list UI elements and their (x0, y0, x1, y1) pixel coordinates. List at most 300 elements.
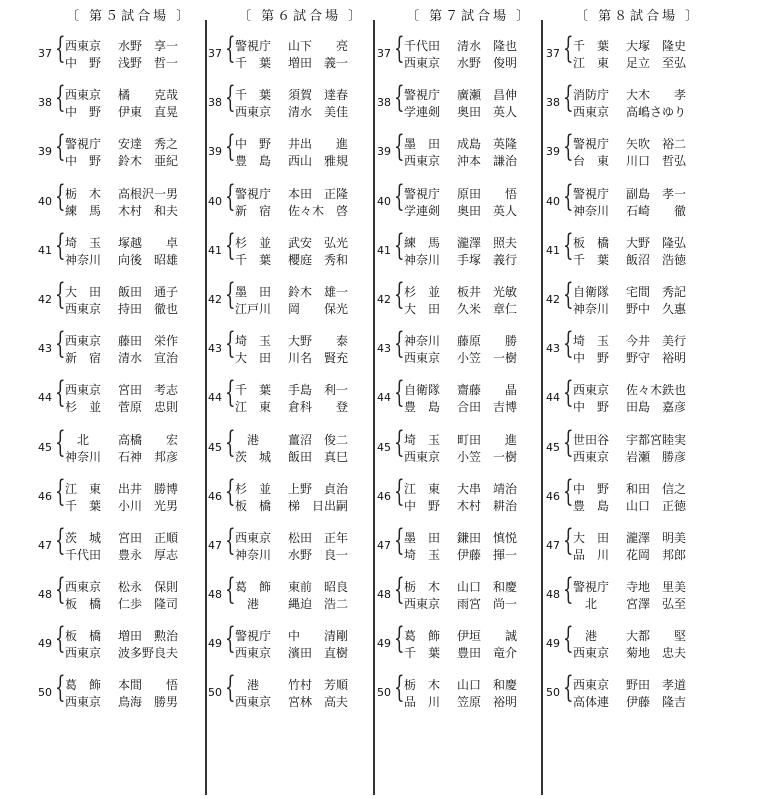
pairing-brace: { (563, 572, 574, 608)
competitor-bottom (235, 301, 366, 318)
player-name: 成島 英隆 (457, 137, 518, 152)
competitor-top (404, 628, 535, 645)
match-number: 48 (38, 588, 52, 602)
match-entry (546, 375, 701, 427)
player-name: 飯田 通子 (118, 284, 179, 299)
competitor-top (235, 186, 366, 203)
player-name: 本田 正隆 (288, 186, 349, 201)
player-name: 手島 利一 (288, 383, 349, 398)
match-number: 38 (38, 96, 52, 110)
team-name: 大 田 (65, 284, 102, 299)
match-number: 42 (208, 292, 222, 306)
match-entry (38, 178, 192, 231)
team-name: 墨 田 (235, 284, 272, 299)
match-entry (377, 522, 532, 575)
team-name: 高体連 (573, 695, 610, 710)
match-entry (38, 522, 192, 575)
match-entry (208, 522, 364, 575)
competitor-top (573, 530, 704, 547)
team-name: 西東京 (573, 105, 610, 120)
pairing-brace: { (563, 80, 574, 116)
match-number: 40 (208, 194, 222, 208)
pairing-brace: { (563, 227, 574, 263)
match-entry (38, 276, 192, 329)
team-name: 千 葉 (573, 252, 610, 267)
player-name: 大木 孝 (626, 88, 687, 103)
match-number: 37 (208, 47, 222, 60)
competitor-top (235, 481, 366, 498)
team-name: 板 橋 (65, 629, 102, 644)
pairing-brace: { (563, 129, 574, 165)
venue-column (546, 0, 701, 723)
player-name: 菊地 忠夫 (626, 646, 687, 661)
team-name: 千 葉 (235, 383, 272, 398)
pairing-brace: { (55, 473, 66, 509)
player-name: 佐々木 啓 (288, 203, 349, 218)
competitor-bottom (404, 547, 535, 564)
match-number: 45 (377, 440, 391, 454)
match-entry (546, 473, 701, 526)
team-name: 警視庁 (573, 186, 610, 201)
match-entry (38, 129, 192, 181)
team-name: 警視庁 (573, 580, 610, 595)
pairing-brace: { (394, 473, 405, 509)
match-number: 47 (38, 538, 52, 552)
player-name: 飯田 真巳 (288, 449, 349, 464)
match-number: 45 (38, 440, 52, 454)
pairing-brace: { (394, 129, 405, 165)
match-number: 47 (208, 538, 222, 552)
team-name: 葛 飾 (404, 629, 441, 644)
competitor-bottom (573, 153, 704, 170)
competitor-top (65, 284, 196, 301)
competitor-top (65, 382, 196, 399)
match-entry (377, 670, 532, 722)
player-name: 伊藤 揮一 (457, 547, 518, 562)
competitor-top (65, 235, 196, 252)
match-entry (377, 80, 532, 132)
player-name: 山口 和慶 (457, 678, 518, 693)
pairing-brace: { (225, 129, 236, 165)
player-name: 東前 昭良 (288, 580, 349, 595)
player-name: 水野 俊明 (457, 56, 518, 70)
player-name: 廣瀬 昌伸 (457, 88, 518, 103)
pairing-brace: { (563, 31, 574, 66)
competitor-top (235, 579, 366, 596)
competitor-bottom (573, 547, 704, 564)
match-entry (208, 621, 364, 673)
player-name: 小笠 一樹 (457, 449, 518, 464)
team-name: 千 葉 (235, 88, 272, 103)
team-name: 杉 並 (235, 235, 272, 250)
match-number: 39 (546, 145, 560, 159)
player-name: 中 清剛 (288, 629, 349, 644)
pairing-brace: { (563, 522, 574, 558)
team-name: 西東京 (404, 449, 441, 464)
match-number: 47 (377, 538, 391, 552)
match-number: 49 (38, 637, 52, 651)
venue-title: 〔 第７試合場 〕 (406, 9, 533, 24)
match-number: 45 (546, 440, 560, 454)
player-name: 石神 邦彦 (118, 449, 179, 464)
team-name: 西東京 (65, 39, 102, 53)
player-name: 松田 正年 (288, 530, 349, 545)
pairing-brace: { (225, 473, 236, 509)
competitor-top (65, 333, 196, 350)
competitor-top (235, 136, 366, 153)
team-name: 警視庁 (573, 137, 610, 152)
player-name: 本間 悟 (118, 678, 179, 693)
competitor-bottom (404, 55, 535, 72)
team-name: 北 (573, 597, 598, 612)
pairing-brace: { (55, 572, 66, 608)
player-name: 今井 美行 (626, 334, 687, 349)
team-name: 練 馬 (404, 235, 441, 250)
pairing-brace: { (563, 473, 574, 509)
player-name: 花岡 邦郎 (626, 547, 687, 562)
venue-column (38, 0, 192, 723)
match-number: 50 (377, 686, 391, 700)
match-number: 37 (38, 47, 52, 60)
match-number: 50 (208, 686, 222, 700)
competitor-top (573, 136, 704, 153)
team-name: 江 東 (573, 56, 610, 70)
player-name: 足立 至弘 (626, 56, 687, 70)
team-name: 江 東 (65, 481, 102, 496)
team-name: 警視庁 (235, 186, 272, 201)
team-name: 神奈川 (404, 334, 441, 349)
competitor-bottom (573, 203, 704, 220)
competitor-top (235, 87, 366, 104)
match-entry (377, 178, 532, 231)
team-name: 中 野 (573, 481, 610, 496)
match-entry (208, 473, 364, 526)
competitor-top (235, 432, 366, 449)
player-name: 瀧澤 照夫 (457, 235, 518, 250)
match-entry (208, 326, 364, 378)
match-number: 40 (546, 194, 560, 208)
competitor-bottom (404, 694, 535, 711)
match-number: 41 (38, 243, 52, 257)
match-number: 49 (546, 637, 560, 651)
competitor-top (573, 628, 704, 645)
venue-column (208, 0, 364, 723)
match-number: 48 (208, 588, 222, 602)
competitor-top (404, 235, 535, 252)
player-name: 大野 隆弘 (626, 235, 687, 250)
pairing-brace: { (225, 326, 236, 362)
competitor-top (65, 186, 196, 203)
team-name: 埼 玉 (404, 432, 441, 447)
match-number: 49 (377, 637, 391, 651)
team-name: 神奈川 (573, 301, 610, 316)
player-name: 手塚 義行 (457, 252, 518, 267)
pairing-brace: { (225, 178, 236, 214)
team-name: 茨 城 (235, 449, 272, 464)
match-number: 43 (38, 342, 52, 356)
player-name: 大串 靖治 (457, 481, 518, 496)
competitor-bottom (65, 449, 196, 466)
match-entry (38, 375, 192, 427)
competitor-bottom (404, 596, 535, 613)
match-entry (208, 424, 364, 477)
competitor-top (65, 628, 196, 645)
player-name: 西山 雅規 (288, 154, 349, 169)
competitor-top (573, 481, 704, 498)
pairing-brace: { (394, 572, 405, 608)
player-name: 奥田 英人 (457, 203, 518, 218)
competitor-top (235, 628, 366, 645)
match-number: 43 (208, 342, 222, 356)
pairing-brace: { (55, 129, 66, 165)
match-number: 43 (546, 342, 560, 356)
team-name: 神奈川 (573, 203, 610, 218)
pairing-brace: { (394, 424, 405, 460)
player-name: 井出 進 (288, 137, 349, 152)
player-name: 塚越 卓 (118, 235, 179, 250)
competitor-bottom (65, 350, 196, 367)
pairing-brace: { (225, 31, 236, 66)
competitor-bottom (573, 301, 704, 318)
player-name: 雨宮 尚一 (457, 597, 518, 612)
team-name: 茨 城 (65, 530, 102, 545)
competitor-top (404, 382, 535, 399)
team-name: 世田谷 (573, 432, 610, 447)
player-name: 佐々木鉄也 (626, 383, 687, 398)
pairing-brace: { (394, 522, 405, 558)
team-name: 板 橋 (65, 597, 102, 612)
competitor-bottom (573, 645, 704, 662)
competitor-bottom (573, 694, 704, 711)
player-name: 櫻庭 秀和 (288, 252, 349, 267)
competitor-bottom (65, 596, 196, 613)
team-name: 西東京 (573, 646, 610, 661)
player-name: 宮田 考志 (118, 383, 179, 398)
match-number: 44 (208, 391, 222, 405)
pairing-brace: { (55, 424, 66, 460)
match-entry (38, 227, 192, 280)
competitor-top (573, 87, 704, 104)
competitor-top (65, 136, 196, 153)
team-name: 港 (235, 597, 260, 612)
player-name: 高橋 宏 (118, 432, 179, 447)
competitor-top (65, 530, 196, 547)
match-entry (377, 572, 532, 624)
match-number: 46 (208, 489, 222, 503)
player-name: 木村 和夫 (118, 203, 179, 218)
team-name: 警視庁 (235, 39, 272, 53)
competitor-bottom (65, 547, 196, 564)
match-number: 40 (377, 194, 391, 208)
competitor-bottom (235, 596, 366, 613)
match-number: 41 (208, 243, 222, 257)
competitor-bottom (235, 498, 366, 515)
pairing-brace: { (55, 80, 66, 116)
team-name: 栃 木 (404, 580, 441, 595)
match-entry (38, 80, 192, 132)
player-name: 寺地 里美 (626, 580, 687, 595)
team-name: 埼 玉 (573, 334, 610, 349)
team-name: 警視庁 (404, 88, 441, 103)
team-name: 西東京 (235, 530, 272, 545)
competitor-bottom (65, 252, 196, 269)
match-entry (38, 670, 192, 722)
player-name: 矢吹 裕二 (626, 137, 687, 152)
competitor-top (235, 235, 366, 252)
team-name: 栃 木 (65, 186, 102, 201)
competitor-bottom (65, 498, 196, 515)
team-name: 西東京 (65, 646, 102, 661)
team-name: 新 宿 (65, 351, 102, 366)
competitor-bottom (65, 399, 196, 416)
player-name: 増田 義一 (288, 56, 349, 70)
player-name: 伊東 直晃 (118, 105, 179, 120)
player-name: 高嶋さゆり (626, 105, 687, 120)
competitor-top (65, 579, 196, 596)
player-name: 豊田 竜介 (457, 646, 518, 661)
competitor-top (65, 432, 196, 449)
match-number: 37 (546, 47, 560, 60)
competitor-bottom (235, 694, 366, 711)
match-number: 44 (38, 391, 52, 405)
team-name: 品 川 (573, 547, 610, 562)
team-name: 港 (573, 629, 598, 644)
team-name: 西東京 (235, 105, 272, 120)
column-divider (541, 20, 543, 795)
player-name: 高根沢一男 (118, 186, 179, 201)
player-name: 川口 哲弘 (626, 154, 687, 169)
match-entry (208, 80, 364, 132)
player-name: 鈴木 雄一 (288, 284, 349, 299)
match-number: 39 (208, 145, 222, 159)
player-name: 倉科 登 (288, 400, 349, 415)
team-name: 自衛隊 (573, 284, 610, 299)
player-name: 山下 亮 (288, 39, 349, 53)
competitor-bottom (573, 399, 704, 416)
pairing-brace: { (55, 178, 66, 214)
player-name: 沖本 謙治 (457, 154, 518, 169)
team-name: 西東京 (404, 597, 441, 612)
competitor-bottom (235, 153, 366, 170)
match-number: 49 (208, 637, 222, 651)
player-name: 山口 和慶 (457, 580, 518, 595)
competitor-bottom (65, 55, 196, 72)
team-name: 港 (235, 678, 260, 693)
team-name: 千代田 (404, 39, 441, 53)
pairing-brace: { (225, 621, 236, 657)
team-name: 新 宿 (235, 203, 272, 218)
competitor-top (235, 333, 366, 350)
team-name: 品 川 (404, 695, 441, 710)
team-name: 江 東 (235, 400, 272, 415)
team-name: 大 田 (235, 351, 272, 366)
match-entry (546, 227, 701, 280)
venue-title: 〔 第６試合場 〕 (238, 9, 365, 24)
match-number: 47 (546, 538, 560, 552)
team-name: 西東京 (65, 695, 102, 710)
player-name: 飯沼 浩徳 (626, 252, 687, 267)
pairing-brace: { (563, 621, 574, 657)
team-name: 千 葉 (404, 646, 441, 661)
player-name: 宮田 正順 (118, 530, 179, 545)
player-name: 宇都宮睦実 (626, 432, 687, 447)
pairing-brace: { (225, 522, 236, 558)
team-name: 港 (235, 432, 260, 447)
competitor-top (404, 333, 535, 350)
team-name: 埼 玉 (235, 334, 272, 349)
competitor-top (404, 579, 535, 596)
team-name: 神奈川 (65, 449, 102, 464)
player-name: 松永 保則 (118, 580, 179, 595)
player-name: 板井 光敏 (457, 284, 518, 299)
pairing-brace: { (225, 227, 236, 263)
match-number: 39 (377, 145, 391, 159)
match-number: 38 (208, 96, 222, 110)
match-number: 45 (208, 440, 222, 454)
pairing-brace: { (394, 178, 405, 214)
player-name: 大都 堅 (626, 629, 687, 644)
match-number: 46 (546, 489, 560, 503)
match-entry (377, 276, 532, 329)
team-name: 西東京 (65, 334, 102, 349)
player-name: 鎌田 慎悦 (457, 530, 518, 545)
match-entry (208, 31, 364, 83)
player-name: 安達 秀之 (118, 137, 179, 152)
team-name: 警視庁 (235, 629, 272, 644)
player-name: 宮澤 弘至 (626, 597, 687, 612)
competitor-top (404, 87, 535, 104)
competitor-bottom (573, 596, 704, 613)
competitor-bottom (235, 104, 366, 121)
match-entry (377, 621, 532, 673)
competitor-bottom (235, 252, 366, 269)
player-name: 清水 美佳 (288, 105, 349, 120)
player-name: 梯 日出嗣 (288, 498, 349, 513)
match-entry (377, 326, 532, 378)
pairing-brace: { (55, 31, 66, 66)
team-name: 江戸川 (235, 301, 272, 316)
match-number: 39 (38, 145, 52, 159)
player-name: 増田 勲治 (118, 629, 179, 644)
pairing-brace: { (563, 276, 574, 312)
team-name: 千 葉 (573, 39, 610, 53)
competitor-top (573, 38, 704, 55)
match-entry (546, 572, 701, 624)
competitor-top (235, 677, 366, 694)
match-entry (377, 31, 532, 83)
match-number: 48 (377, 588, 391, 602)
player-name: 町田 進 (457, 432, 518, 447)
team-name: 豊 島 (573, 498, 610, 513)
competitor-top (404, 284, 535, 301)
competitor-bottom (404, 301, 535, 318)
match-entry (38, 572, 192, 624)
match-entry (546, 129, 701, 181)
team-name: 西東京 (404, 154, 441, 169)
team-name: 栃 木 (404, 678, 441, 693)
team-name: 豊 島 (235, 154, 272, 169)
team-name: 中 野 (65, 56, 102, 70)
team-name: 埼 玉 (404, 547, 441, 562)
team-name: 中 野 (573, 351, 610, 366)
player-name: 田島 嘉彦 (626, 400, 687, 415)
competitor-top (404, 38, 535, 55)
competitor-bottom (573, 350, 704, 367)
player-name: 木村 耕治 (457, 498, 518, 513)
team-name: 西東京 (573, 678, 610, 693)
match-entry (208, 670, 364, 722)
venue-title: 〔 第５試合場 〕 (66, 9, 193, 24)
